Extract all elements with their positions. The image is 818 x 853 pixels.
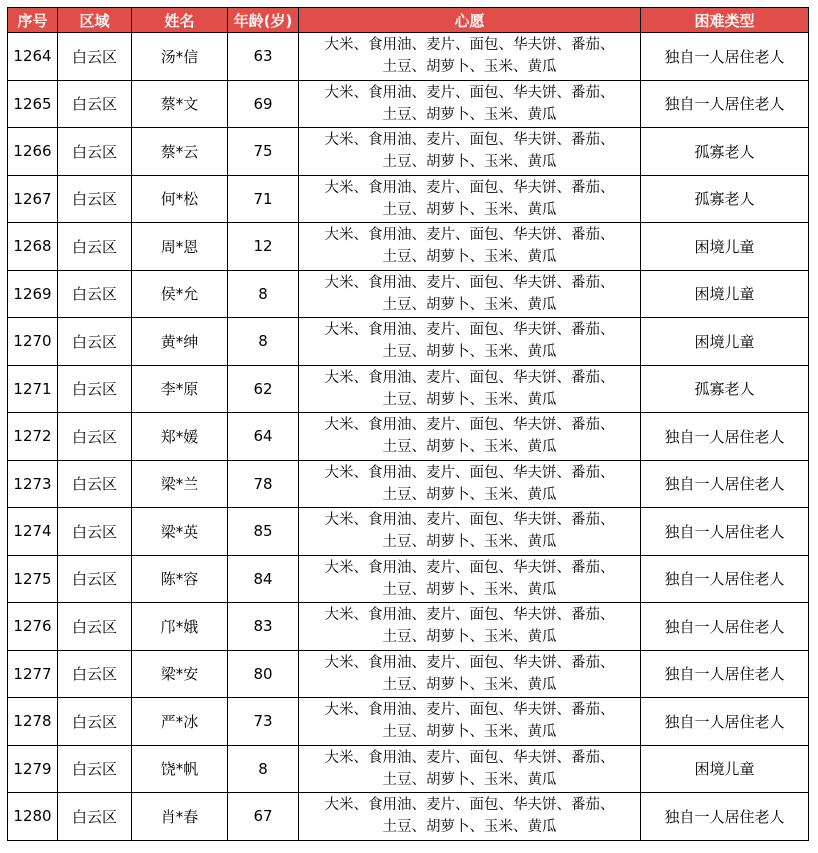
cell-age: 73 xyxy=(228,698,299,746)
wish-line-1: 大米、食用油、麦片、面包、华夫饼、番茄、 xyxy=(324,559,615,576)
cell-age: 12 xyxy=(228,223,299,271)
wish-line-2: 土豆、胡萝卜、玉米、黄瓜 xyxy=(382,771,557,788)
cell-age: 71 xyxy=(228,175,299,223)
cell-area: 白云区 xyxy=(58,745,132,793)
cell-age: 8 xyxy=(228,318,299,366)
cell-name: 何*松 xyxy=(132,175,228,223)
cell-wish xyxy=(299,365,641,413)
table-row xyxy=(8,128,809,176)
cell-type: 独自一人居住老人 xyxy=(641,33,809,81)
cell-type: 困境儿童 xyxy=(641,745,809,793)
cell-wish xyxy=(299,270,641,318)
table-row xyxy=(8,365,809,413)
wish-line-1: 大米、食用油、麦片、面包、华夫饼、番茄、 xyxy=(324,749,615,766)
cell-id: 1268 xyxy=(8,223,58,271)
cell-age: 8 xyxy=(228,745,299,793)
cell-wish xyxy=(299,508,641,556)
wish-line-2: 土豆、胡萝卜、玉米、黄瓜 xyxy=(382,724,557,741)
wish-line-1: 大米、食用油、麦片、面包、华夫饼、番茄、 xyxy=(324,417,615,434)
wish-line-2: 土豆、胡萝卜、玉米、黄瓜 xyxy=(382,154,557,171)
cell-age: 80 xyxy=(228,650,299,698)
cell-area: 白云区 xyxy=(58,33,132,81)
cell-wish xyxy=(299,318,641,366)
cell-area: 白云区 xyxy=(58,793,132,841)
cell-type: 困境儿童 xyxy=(641,270,809,318)
table-row xyxy=(8,793,809,841)
cell-type: 困境儿童 xyxy=(641,223,809,271)
cell-type: 独自一人居住老人 xyxy=(641,508,809,556)
cell-name: 蔡*云 xyxy=(132,128,228,176)
wish-line-2: 土豆、胡萝卜、玉米、黄瓜 xyxy=(382,391,557,408)
cell-name: 蔡*文 xyxy=(132,80,228,128)
wish-line-2: 土豆、胡萝卜、玉米、黄瓜 xyxy=(382,201,557,218)
cell-name: 梁*兰 xyxy=(132,460,228,508)
table-row xyxy=(8,745,809,793)
wish-line-2: 土豆、胡萝卜、玉米、黄瓜 xyxy=(382,439,557,456)
cell-type: 孤寡老人 xyxy=(641,128,809,176)
table-header-row xyxy=(8,8,809,33)
wish-line-1: 大米、食用油、麦片、面包、华夫饼、番茄、 xyxy=(324,607,615,624)
cell-age: 83 xyxy=(228,603,299,651)
wish-line-1: 大米、食用油、麦片、面包、华夫饼、番茄、 xyxy=(324,369,615,386)
wish-line-1: 大米、食用油、麦片、面包、华夫饼、番茄、 xyxy=(324,84,615,101)
cell-name: 郑*媛 xyxy=(132,413,228,461)
cell-age: 64 xyxy=(228,413,299,461)
table-row xyxy=(8,80,809,128)
wish-line-2: 土豆、胡萝卜、玉米、黄瓜 xyxy=(382,59,557,76)
cell-wish xyxy=(299,33,641,81)
cell-id: 1270 xyxy=(8,318,58,366)
cell-age: 69 xyxy=(228,80,299,128)
col-header-age: 年龄(岁) xyxy=(228,8,299,33)
wish-line-1: 大米、食用油、麦片、面包、华夫饼、番茄、 xyxy=(324,179,615,196)
cell-wish xyxy=(299,128,641,176)
cell-type: 独自一人居住老人 xyxy=(641,603,809,651)
table-row xyxy=(8,33,809,81)
cell-wish xyxy=(299,223,641,271)
cell-id: 1278 xyxy=(8,698,58,746)
cell-id: 1274 xyxy=(8,508,58,556)
cell-area: 白云区 xyxy=(58,223,132,271)
wish-line-1: 大米、食用油、麦片、面包、华夫饼、番茄、 xyxy=(324,512,615,529)
cell-wish xyxy=(299,555,641,603)
cell-wish xyxy=(299,698,641,746)
cell-age: 84 xyxy=(228,555,299,603)
cell-area: 白云区 xyxy=(58,555,132,603)
col-header-name: 姓名 xyxy=(132,8,228,33)
wish-line-2: 土豆、胡萝卜、玉米、黄瓜 xyxy=(382,106,557,123)
cell-wish xyxy=(299,650,641,698)
table-row xyxy=(8,650,809,698)
cell-area: 白云区 xyxy=(58,698,132,746)
cell-wish xyxy=(299,80,641,128)
cell-age: 78 xyxy=(228,460,299,508)
table-row xyxy=(8,460,809,508)
cell-wish xyxy=(299,413,641,461)
wish-line-1: 大米、食用油、麦片、面包、华夫饼、番茄、 xyxy=(324,702,615,719)
cell-name: 严*冰 xyxy=(132,698,228,746)
cell-area: 白云区 xyxy=(58,603,132,651)
table-row xyxy=(8,555,809,603)
cell-id: 1266 xyxy=(8,128,58,176)
cell-area: 白云区 xyxy=(58,175,132,223)
cell-name: 邝*娥 xyxy=(132,603,228,651)
cell-area: 白云区 xyxy=(58,80,132,128)
wish-line-1: 大米、食用油、麦片、面包、华夫饼、番茄、 xyxy=(324,227,615,244)
cell-type: 独自一人居住老人 xyxy=(641,555,809,603)
wish-line-2: 土豆、胡萝卜、玉米、黄瓜 xyxy=(382,819,557,836)
cell-wish xyxy=(299,603,641,651)
wish-line-2: 土豆、胡萝卜、玉米、黄瓜 xyxy=(382,534,557,551)
table-row xyxy=(8,603,809,651)
wish-line-1: 大米、食用油、麦片、面包、华夫饼、番茄、 xyxy=(324,797,615,814)
cell-id: 1279 xyxy=(8,745,58,793)
cell-type: 独自一人居住老人 xyxy=(641,413,809,461)
cell-name: 汤*信 xyxy=(132,33,228,81)
col-header-id: 序号 xyxy=(8,8,58,33)
cell-type: 独自一人居住老人 xyxy=(641,698,809,746)
cell-id: 1276 xyxy=(8,603,58,651)
cell-area: 白云区 xyxy=(58,413,132,461)
cell-area: 白云区 xyxy=(58,650,132,698)
cell-name: 李*原 xyxy=(132,365,228,413)
wish-line-2: 土豆、胡萝卜、玉米、黄瓜 xyxy=(382,581,557,598)
cell-id: 1267 xyxy=(8,175,58,223)
cell-id: 1269 xyxy=(8,270,58,318)
wish-line-1: 大米、食用油、麦片、面包、华夫饼、番茄、 xyxy=(324,322,615,339)
cell-age: 8 xyxy=(228,270,299,318)
cell-area: 白云区 xyxy=(58,365,132,413)
cell-name: 陈*容 xyxy=(132,555,228,603)
cell-age: 67 xyxy=(228,793,299,841)
cell-area: 白云区 xyxy=(58,270,132,318)
cell-age: 85 xyxy=(228,508,299,556)
cell-name: 黄*绅 xyxy=(132,318,228,366)
cell-name: 梁*英 xyxy=(132,508,228,556)
cell-area: 白云区 xyxy=(58,318,132,366)
col-header-area: 区域 xyxy=(58,8,132,33)
table-row xyxy=(8,318,809,366)
wish-line-1: 大米、食用油、麦片、面包、华夫饼、番茄、 xyxy=(324,274,615,291)
wish-line-2: 土豆、胡萝卜、玉米、黄瓜 xyxy=(382,486,557,503)
cell-name: 肖*春 xyxy=(132,793,228,841)
wish-line-2: 土豆、胡萝卜、玉米、黄瓜 xyxy=(382,629,557,646)
cell-age: 63 xyxy=(228,33,299,81)
cell-name: 饶*帆 xyxy=(132,745,228,793)
cell-name: 周*恩 xyxy=(132,223,228,271)
cell-id: 1271 xyxy=(8,365,58,413)
cell-name: 梁*安 xyxy=(132,650,228,698)
cell-id: 1272 xyxy=(8,413,58,461)
table-row xyxy=(8,508,809,556)
cell-id: 1277 xyxy=(8,650,58,698)
cell-type: 独自一人居住老人 xyxy=(641,793,809,841)
cell-wish xyxy=(299,793,641,841)
cell-type: 孤寡老人 xyxy=(641,175,809,223)
cell-area: 白云区 xyxy=(58,128,132,176)
wish-line-1: 大米、食用油、麦片、面包、华夫饼、番茄、 xyxy=(324,654,615,671)
cell-id: 1280 xyxy=(8,793,58,841)
cell-area: 白云区 xyxy=(58,460,132,508)
col-header-type: 困难类型 xyxy=(641,8,809,33)
cell-age: 75 xyxy=(228,128,299,176)
table-row xyxy=(8,698,809,746)
cell-type: 孤寡老人 xyxy=(641,365,809,413)
table-row xyxy=(8,270,809,318)
table-wrapper xyxy=(7,7,809,841)
table-row xyxy=(8,413,809,461)
wish-line-2: 土豆、胡萝卜、玉米、黄瓜 xyxy=(382,344,557,361)
cell-wish xyxy=(299,460,641,508)
wish-line-1: 大米、食用油、麦片、面包、华夫饼、番茄、 xyxy=(324,132,615,149)
cell-id: 1275 xyxy=(8,555,58,603)
cell-id: 1264 xyxy=(8,33,58,81)
col-header-wish: 心愿 xyxy=(299,8,641,33)
cell-type: 独自一人居住老人 xyxy=(641,460,809,508)
table-row xyxy=(8,175,809,223)
wish-line-2: 土豆、胡萝卜、玉米、黄瓜 xyxy=(382,676,557,693)
wish-line-2: 土豆、胡萝卜、玉米、黄瓜 xyxy=(382,296,557,313)
cell-id: 1273 xyxy=(8,460,58,508)
table-row xyxy=(8,223,809,271)
cell-id: 1265 xyxy=(8,80,58,128)
wish-line-1: 大米、食用油、麦片、面包、华夫饼、番茄、 xyxy=(324,37,615,54)
wish-line-2: 土豆、胡萝卜、玉米、黄瓜 xyxy=(382,249,557,266)
cell-area: 白云区 xyxy=(58,508,132,556)
cell-wish xyxy=(299,745,641,793)
cell-wish xyxy=(299,175,641,223)
cell-type: 独自一人居住老人 xyxy=(641,650,809,698)
cell-age: 62 xyxy=(228,365,299,413)
wish-line-1: 大米、食用油、麦片、面包、华夫饼、番茄、 xyxy=(324,464,615,481)
cell-type: 困境儿童 xyxy=(641,318,809,366)
wish-list-table xyxy=(7,7,809,841)
cell-type: 独自一人居住老人 xyxy=(641,80,809,128)
cell-name: 侯*允 xyxy=(132,270,228,318)
